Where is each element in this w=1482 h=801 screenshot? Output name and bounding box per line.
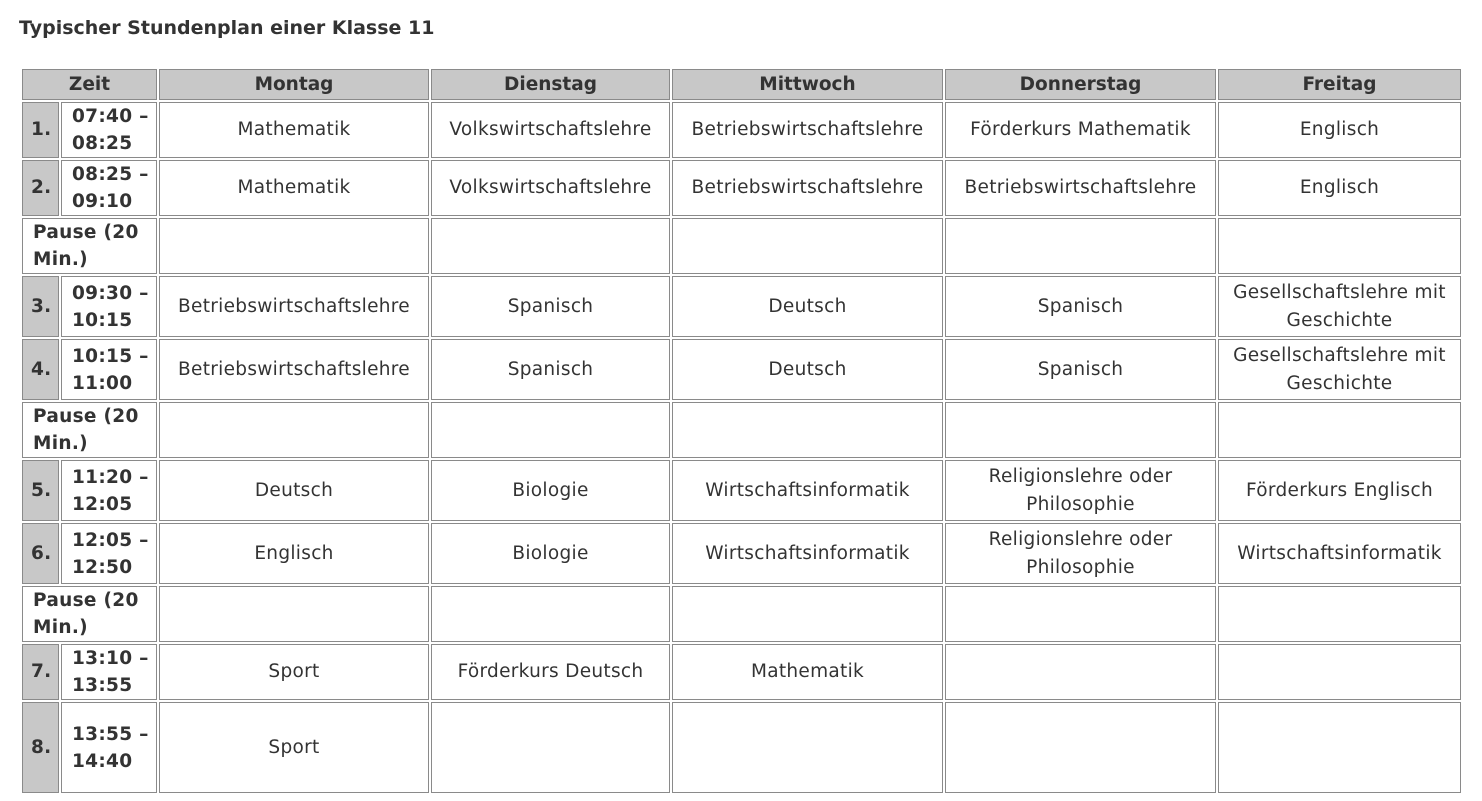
subject-cell: Förderkurs Mathematik — [945, 102, 1216, 158]
subject-cell: Spanisch — [431, 339, 670, 400]
subject-cell: Sport — [159, 644, 429, 700]
subject-cell: Spanisch — [431, 276, 670, 337]
lesson-time: 11:20 – 12:05 — [61, 460, 157, 521]
lesson-number: 8. — [22, 702, 59, 793]
subject-cell — [1218, 586, 1461, 642]
lesson-row — [22, 160, 1461, 216]
subject-cell — [672, 702, 943, 793]
subject-cell: Deutsch — [672, 339, 943, 400]
subject-cell: Biologie — [431, 523, 670, 584]
lesson-time: 07:40 – 08:25 — [61, 102, 157, 158]
subject-cell — [945, 402, 1216, 458]
lesson-row — [22, 102, 1461, 158]
header-day: Dienstag — [431, 69, 670, 100]
subject-cell: Religionslehre oder Philosophie — [945, 523, 1216, 584]
subject-cell: Deutsch — [159, 460, 429, 521]
header-zeit: Zeit — [22, 69, 157, 100]
subject-cell: Gesellschaftslehre mit Geschichte — [1218, 339, 1461, 400]
subject-cell: Biologie — [431, 460, 670, 521]
header-day: Freitag — [1218, 69, 1461, 100]
lesson-row — [22, 523, 1461, 584]
subject-cell — [431, 702, 670, 793]
subject-cell: Spanisch — [945, 339, 1216, 400]
subject-cell: Gesellschaftslehre mit Geschichte — [1218, 276, 1461, 337]
lesson-row — [22, 702, 1461, 793]
subject-cell — [945, 644, 1216, 700]
lesson-row — [22, 460, 1461, 521]
subject-cell: Volkswirtschaftslehre — [431, 102, 670, 158]
subject-cell: Betriebswirtschaftslehre — [672, 160, 943, 216]
subject-cell: Religionslehre oder Philosophie — [945, 460, 1216, 521]
subject-cell: Wirtschaftsinformatik — [1218, 523, 1461, 584]
pause-row — [22, 402, 1461, 458]
subject-cell: Mathematik — [672, 644, 943, 700]
lesson-number: 4. — [22, 339, 59, 400]
lesson-row — [22, 276, 1461, 337]
subject-cell: Sport — [159, 702, 429, 793]
subject-cell: Mathematik — [159, 160, 429, 216]
subject-cell — [431, 402, 670, 458]
subject-cell: Spanisch — [945, 276, 1216, 337]
subject-cell: Englisch — [1218, 160, 1461, 216]
lesson-row — [22, 339, 1461, 400]
lesson-time: 09:30 – 10:15 — [61, 276, 157, 337]
lesson-number: 1. — [22, 102, 59, 158]
subject-cell — [945, 218, 1216, 274]
subject-cell: Englisch — [159, 523, 429, 584]
lesson-time: 13:55 – 14:40 — [61, 702, 157, 793]
lesson-row — [22, 644, 1461, 700]
subject-cell — [1218, 644, 1461, 700]
subject-cell: Förderkurs Deutsch — [431, 644, 670, 700]
subject-cell — [431, 586, 670, 642]
subject-cell — [1218, 218, 1461, 274]
header-row — [22, 69, 1461, 100]
subject-cell — [945, 702, 1216, 793]
lesson-number: 6. — [22, 523, 59, 584]
subject-cell — [1218, 702, 1461, 793]
lesson-number: 5. — [22, 460, 59, 521]
subject-cell: Volkswirtschaftslehre — [431, 160, 670, 216]
subject-cell — [431, 218, 670, 274]
subject-cell — [159, 218, 429, 274]
lesson-number: 2. — [22, 160, 59, 216]
subject-cell — [1218, 402, 1461, 458]
subject-cell — [672, 402, 943, 458]
subject-cell: Wirtschaftsinformatik — [672, 460, 943, 521]
subject-cell: Deutsch — [672, 276, 943, 337]
timetable — [20, 67, 1463, 795]
page-title: Typischer Stundenplan einer Klasse 11 — [19, 17, 435, 39]
subject-cell: Betriebswirtschaftslehre — [945, 160, 1216, 216]
subject-cell: Englisch — [1218, 102, 1461, 158]
subject-cell: Betriebswirtschaftslehre — [159, 339, 429, 400]
header-day: Donnerstag — [945, 69, 1216, 100]
lesson-time: 12:05 – 12:50 — [61, 523, 157, 584]
header-day: Mittwoch — [672, 69, 943, 100]
subject-cell: Betriebswirtschaftslehre — [159, 276, 429, 337]
header-day: Montag — [159, 69, 429, 100]
pause-label: Pause (20 Min.) — [22, 218, 157, 274]
subject-cell: Mathematik — [159, 102, 429, 158]
lesson-time: 10:15 – 11:00 — [61, 339, 157, 400]
subject-cell — [159, 586, 429, 642]
lesson-number: 7. — [22, 644, 59, 700]
subject-cell: Wirtschaftsinformatik — [672, 523, 943, 584]
timetable-body — [22, 102, 1461, 793]
pause-label: Pause (20 Min.) — [22, 586, 157, 642]
subject-cell — [159, 402, 429, 458]
pause-row — [22, 586, 1461, 642]
lesson-number: 3. — [22, 276, 59, 337]
lesson-time: 08:25 – 09:10 — [61, 160, 157, 216]
subject-cell — [945, 586, 1216, 642]
subject-cell — [672, 218, 943, 274]
subject-cell — [672, 586, 943, 642]
lesson-time: 13:10 – 13:55 — [61, 644, 157, 700]
subject-cell: Förderkurs Englisch — [1218, 460, 1461, 521]
subject-cell: Betriebswirtschaftslehre — [672, 102, 943, 158]
pause-row — [22, 218, 1461, 274]
pause-label: Pause (20 Min.) — [22, 402, 157, 458]
